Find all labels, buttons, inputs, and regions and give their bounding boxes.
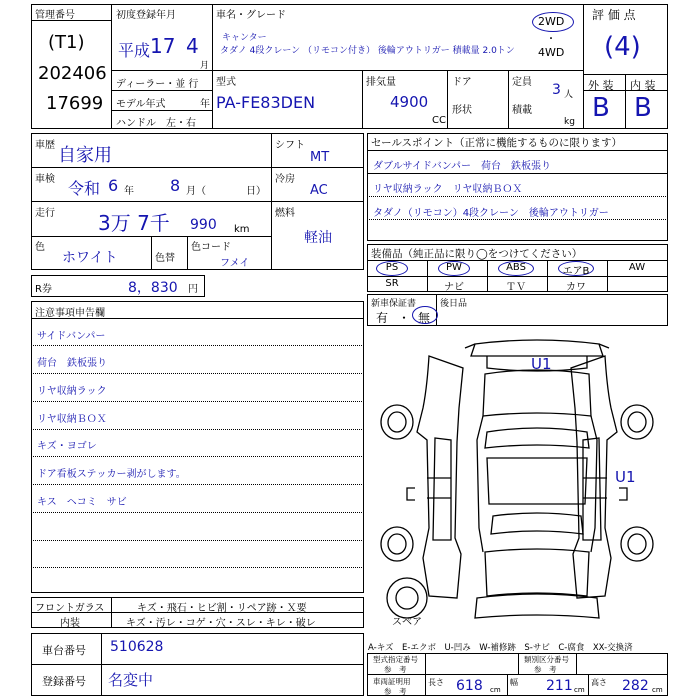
dealer-label: ディーラー・並 行 <box>116 79 199 90</box>
type-designation-label: 型式指定番号 <box>373 655 418 664</box>
history-value: 自家用 <box>58 145 112 166</box>
capacity-value: 3 <box>552 82 561 98</box>
first-reg-year: 17 <box>150 34 176 58</box>
sales-point-item: リヤ収納ラック リヤ収納ＢＯＸ <box>373 184 523 195</box>
yen-unit: 円 <box>188 284 198 295</box>
damage-legend: A-キズ E-エクボ U-凹み W-補修跡 S-サビ C-腐食 XX-交換済 <box>368 643 633 653</box>
cc-unit: CC <box>432 115 446 126</box>
grade-text: タダノ 4段クレーン （リモコン付き） 後輪アウトリガー 積載量 2.0トン <box>220 46 515 56</box>
sales-points-title: セールスポイント（正常に機能するものに限ります） <box>371 137 623 149</box>
note-item: リヤ収納ラック <box>37 386 107 397</box>
capacity-label: 定員 <box>512 77 532 88</box>
front-glass-items: キズ・飛石・ヒビ割・リペア跡・Ｘ要 <box>137 603 307 614</box>
frame-number-value: 510628 <box>110 639 164 655</box>
sales-point-item: タダノ（リモコン）4段クレーン 後輪アウトリガー <box>373 208 609 219</box>
height-unit: cm <box>652 686 663 694</box>
ac-value: AC <box>310 183 328 198</box>
reg-number-value: 名変中 <box>108 671 154 689</box>
category-ref: 参 考 <box>534 665 557 674</box>
equip-airbag: エアB <box>562 266 590 277</box>
shaken-day-unit: 日） <box>246 186 266 197</box>
mileage-label: 走行 <box>35 208 55 219</box>
shift-label: シフト <box>275 140 305 151</box>
kanri-number-1: 202406 <box>38 63 107 84</box>
color-code-label: 色コード <box>191 242 231 253</box>
note-item: キズ・ヨゴレ <box>37 441 97 452</box>
note-item: 荷台 鉄板張り <box>37 358 107 369</box>
shaken-year: 6 <box>108 176 119 195</box>
frame-number-label: 車台番号 <box>42 644 86 657</box>
note-item: キス ヘコミ サビ <box>37 497 127 508</box>
kanri-label: 管理番号 <box>35 10 75 21</box>
interior-grade: B <box>634 93 652 123</box>
displacement-label: 排気量 <box>366 77 396 88</box>
damage-mark-top: U1 <box>531 355 552 373</box>
fuel-label: 燃料 <box>275 208 295 219</box>
kanri-number-2: 17699 <box>46 93 104 114</box>
drive-4wd: 4WD <box>538 46 565 59</box>
width-value: 211 <box>546 678 573 694</box>
equip-sr: SR <box>385 278 399 289</box>
model-name: キャンター <box>222 33 267 43</box>
cert-label: 車両証明用 <box>373 677 411 686</box>
color-label: 色 <box>35 242 45 253</box>
recycle-value: 8，830 <box>128 280 178 296</box>
shaken-month-unit: 月（ <box>186 186 206 197</box>
color-code-value: フメイ <box>220 258 250 269</box>
warranty-dot: ・ <box>398 311 411 325</box>
equip-leather: カワ <box>566 282 586 293</box>
shaken-label: 車検 <box>35 174 55 185</box>
notes-title: 注意事項申告欄 <box>35 308 105 319</box>
first-reg-label: 初度登録年月 <box>116 10 176 21</box>
drive-2wd: 2WD <box>538 15 565 28</box>
spare-label: スペア <box>392 617 422 628</box>
katashiki-value: PA-FE83DEN <box>216 93 316 112</box>
model-year-unit: 年 <box>200 99 210 110</box>
width-label: 幅 <box>510 678 518 687</box>
interior-cond-label: 内装 <box>60 618 80 629</box>
month-unit: 月 <box>200 61 210 71</box>
length-value: 618 <box>456 678 483 694</box>
first-reg-era: 平成 <box>118 41 151 60</box>
ac-label: 冷房 <box>275 174 295 185</box>
eval-label: 評 価 点 <box>592 8 636 22</box>
damage-mark-side: U1 <box>615 468 636 486</box>
later-items-label: 後日品 <box>440 299 468 309</box>
front-glass-label: フロントガラス <box>35 603 105 614</box>
mileage-sub: 990 <box>190 217 217 233</box>
length-unit: cm <box>490 686 501 694</box>
equip-navi: ナビ <box>444 282 464 293</box>
color-value: ホワイト <box>62 250 118 266</box>
shift-value: MT <box>310 150 330 165</box>
fuel-value: 軽油 <box>304 230 332 246</box>
color-change-label: 色替 <box>155 253 175 264</box>
load-label: 積載 <box>512 105 532 116</box>
category-label: 類別区分番号 <box>524 655 569 664</box>
equip-tv: ＴＶ <box>506 282 526 293</box>
handle-label: ハンドル 左・右 <box>116 118 196 129</box>
equip-ps: PS <box>385 262 399 273</box>
height-label: 高さ <box>591 678 607 687</box>
mileage-main: 3万 7千 <box>98 211 170 235</box>
door-label: ドア <box>452 77 472 88</box>
drive-dot: ・ <box>546 34 556 45</box>
kanri-prefix: (T1) <box>48 32 85 53</box>
equip-abs: ABS <box>506 262 526 273</box>
width-unit: cm <box>574 686 585 694</box>
km-unit: km <box>234 224 250 235</box>
shaken-era: 令和 <box>68 179 101 198</box>
first-reg-month: 4 <box>186 34 199 58</box>
model-year-label: モデル年式 <box>116 99 166 110</box>
length-label: 長さ <box>428 678 444 687</box>
cert-ref: 参 考 <box>384 687 407 696</box>
capacity-unit: 人 <box>564 90 574 100</box>
height-value: 282 <box>622 678 649 694</box>
warranty-no-circle <box>412 306 438 324</box>
equip-aw: AW <box>628 262 646 273</box>
shaken-year-unit: 年 <box>124 186 134 197</box>
model-name-label: 車名・グレード <box>216 10 286 21</box>
displacement-value: 4900 <box>390 93 429 111</box>
equipment-title: 装備品（純正品に限り◯をつけてください） <box>371 248 583 260</box>
sales-point-item: ダブルサイドバンパー 荷台 鉄板張り <box>373 161 551 172</box>
warranty-no: 無 <box>418 311 431 325</box>
note-item: ドア看板ステッカー剥がします。 <box>37 469 186 480</box>
exterior-label: 外 装 <box>588 79 614 92</box>
equip-pw: PW <box>446 262 462 273</box>
history-label: 車歴 <box>35 140 55 151</box>
eval-score: (4) <box>604 32 641 62</box>
interior-label: 内 装 <box>630 79 656 92</box>
type-designation-ref: 参 考 <box>384 665 407 674</box>
exterior-grade: B <box>592 93 610 123</box>
warranty-yes: 有 <box>376 311 389 325</box>
shaken-month: 8 <box>170 176 181 195</box>
interior-cond-items: キズ・汚レ・コゲ・穴・スレ・キレ・破レ <box>126 618 316 629</box>
note-item: リヤ収納ＢＯＸ <box>37 414 107 425</box>
recycle-section <box>31 275 205 297</box>
katashiki-label: 型式 <box>216 77 236 88</box>
shape-label: 形状 <box>452 105 472 116</box>
load-unit: kg <box>564 117 575 127</box>
warranty-label: 新車保証書 <box>371 299 417 309</box>
note-item: サイドバンパー <box>37 331 106 342</box>
recycle-label: R券 <box>35 284 52 295</box>
reg-number-label: 登録番号 <box>42 675 86 688</box>
